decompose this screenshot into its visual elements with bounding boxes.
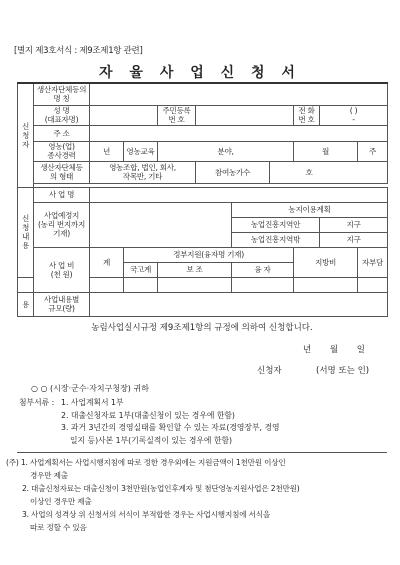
cost-text: 사 업 비 (천 원) xyxy=(48,260,75,279)
id-number-label xyxy=(158,105,196,125)
attachment-item xyxy=(19,410,385,423)
note-item xyxy=(6,508,390,521)
zone-inside-field[interactable]: 지구 xyxy=(320,217,388,232)
address-label: 주 소 xyxy=(34,125,90,141)
section-applicant-label xyxy=(18,83,34,187)
id-number-field[interactable] xyxy=(196,105,294,125)
attachment-text: 3. 과거 3년간의 경영실태를 확인할 수 있는 자료(경영장부, 경영 xyxy=(61,423,280,432)
cost-label xyxy=(34,247,90,292)
phone-field[interactable] xyxy=(320,105,388,125)
education-week-unit[interactable]: 주 xyxy=(358,141,388,161)
recipient: ○ ○ (시장·군수·자치구청장) 귀하 xyxy=(31,384,149,393)
attachment-item xyxy=(19,397,385,410)
national-total-label: 국고계 xyxy=(124,262,158,277)
education-label: 영농교육 xyxy=(124,141,158,161)
note-text: 2. 대출신청자료는 대출신청이 3천만원(농업인후계자 및 첨단영농지원사업은 2천만원) xyxy=(22,484,300,493)
org-name-label xyxy=(34,83,90,105)
farmers-count-label: 참여농가수 xyxy=(196,161,270,183)
note-text: 이상인 경우만 제출 xyxy=(30,497,92,506)
project-name-label: 사 업 명 xyxy=(34,187,90,202)
career-label xyxy=(34,141,90,161)
org-type-label xyxy=(34,161,90,183)
career-years-unit[interactable]: 년 xyxy=(90,141,124,161)
farmers-count-field[interactable]: 호 xyxy=(270,161,388,183)
note-item xyxy=(6,456,390,469)
local-cost-label: 지방비 xyxy=(294,247,358,277)
loan-field[interactable] xyxy=(232,277,294,292)
local-cost-field[interactable] xyxy=(294,277,358,292)
applicant-label: 신청자 xyxy=(257,366,282,376)
org-type-text: 생산자단체등 의 형태 xyxy=(40,163,83,181)
site-field[interactable] xyxy=(90,202,232,247)
note-text: 경우만 제출 xyxy=(30,471,68,480)
cost-total-field[interactable] xyxy=(90,277,124,292)
self-cost-label: 자부담 xyxy=(358,247,388,277)
national-total-field[interactable] xyxy=(124,277,158,292)
phone-value: ( ) - xyxy=(349,106,358,124)
education-month-unit[interactable]: 월 xyxy=(294,141,358,161)
notes-label: (주) xyxy=(6,458,19,467)
application-table xyxy=(17,82,388,317)
note-item xyxy=(6,482,390,495)
form-title: 자 율 사 업 신 청 서 xyxy=(99,65,301,81)
org-name-field[interactable] xyxy=(90,83,388,105)
note-item xyxy=(6,469,390,482)
declaration-date[interactable]: 년 월 일 xyxy=(302,345,365,355)
note-text: 따로 정할 수 있음 xyxy=(30,523,87,532)
loan-label: 융 자 xyxy=(232,262,294,277)
gov-support-label: 정부지원(융자명 기재) xyxy=(124,247,294,262)
declaration-text: 농림사업실시규정 제9조제1항의 규정에 의하여 신청합니다. xyxy=(91,323,313,333)
section-content-label xyxy=(18,187,34,277)
note-text: 3. 사업의 성격상 위 신청서의 서식이 부적합한 경우는 사업시행지침에 서식을 xyxy=(22,510,270,519)
zone-outside-label: 농업진흥지역밖 xyxy=(232,232,320,247)
org-type-value: 영농조합, 법인, 회사, 작목반, 기타 xyxy=(109,163,176,181)
attachment-text: 2. 대출신청자료 1부(대출신청이 있는 경우에 한함) xyxy=(61,410,235,420)
note-item xyxy=(6,521,390,534)
attachment-text: 일지 등)사본 1부(기록실적이 있는 경우에 한함) xyxy=(70,435,233,445)
representative-label xyxy=(34,105,90,125)
declaration-area xyxy=(17,311,387,453)
note-text: 1. 사업계획서는 사업시행지침에 따로 정한 경우외에는 지원금액이 1천만원 이상인 xyxy=(20,458,286,467)
zone-inside-label: 농업진흥지역안 xyxy=(232,217,320,232)
signature-field[interactable]: (서명 또는 인) xyxy=(316,366,370,376)
attachment-item xyxy=(19,422,385,435)
cost-total-label: 계 xyxy=(90,247,124,277)
attachments xyxy=(19,397,385,447)
zone-outside-field[interactable]: 지구 xyxy=(320,232,388,247)
address-field[interactable] xyxy=(90,125,388,141)
representative-text: 성 명 (대표자명) xyxy=(44,106,79,124)
section-content-continued xyxy=(18,277,34,292)
site-text: 사업예정지 (농리 번지까지 기재) xyxy=(38,211,85,238)
section-content-text: 신 청 내 용 xyxy=(21,214,30,250)
form-reference: [별지 제3호서식 : 제9조제1항 관련] xyxy=(14,46,143,56)
self-cost-field[interactable] xyxy=(358,277,388,292)
phone-label xyxy=(294,105,320,125)
career-text: 영농(업) 종사경력 xyxy=(47,142,76,160)
land-plan-label: 농지이용계획 xyxy=(232,202,388,217)
org-name-text: 생산자단체등의 명 칭 xyxy=(36,85,87,104)
note-item xyxy=(6,495,390,508)
section-applicant-text: 신 청 자 xyxy=(21,121,30,149)
section-content-end: 용 xyxy=(18,292,34,316)
subsidy-label: 보 조 xyxy=(158,262,232,277)
scale-text: 사업내용별 규모(량) xyxy=(43,295,80,313)
representative-field[interactable] xyxy=(90,105,158,125)
attachment-item xyxy=(19,435,385,448)
project-name-field[interactable] xyxy=(90,187,388,202)
attachment-text: 1. 사업계획서 1부 xyxy=(61,398,124,407)
subsidy-field[interactable] xyxy=(158,277,232,292)
site-label xyxy=(34,202,90,247)
notes xyxy=(6,456,390,534)
attachments-label: 첨부서류 : xyxy=(19,398,55,407)
id-number-text: 주민등록 번 호 xyxy=(162,106,191,124)
org-type-options[interactable] xyxy=(90,161,196,183)
education-field-unit[interactable]: 분야, xyxy=(158,141,294,161)
phone-text: 전 화 번 호 xyxy=(298,106,315,124)
